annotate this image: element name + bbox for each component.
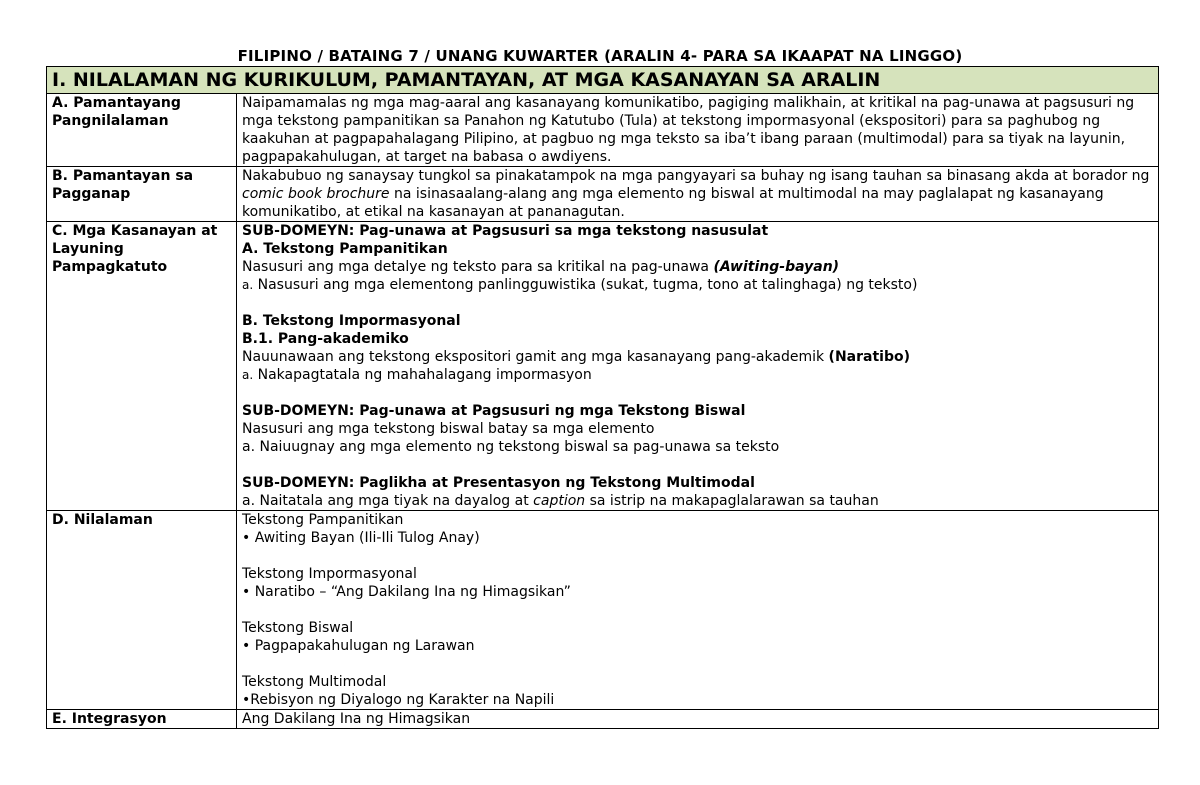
row-b-text-italic: comic book brochure bbox=[242, 186, 390, 202]
document-title: FILIPINO / BATAING 7 / UNANG KUWARTER (ARALIN 4- PARA SA IKAAPAT NA LINGGO) bbox=[237, 47, 963, 65]
row-b-text-before: Nakabubuo ng sanaysay tungkol sa pinakatampok na mga pangyayari sa buhay ng isang tauhan sa binasang akda at borador ng bbox=[242, 168, 1150, 184]
sub-domain-2-item: a. Naiuugnay ang mga elemento ng tekstong biswal sa pag-unawa sa teksto bbox=[242, 439, 780, 455]
row-content-c bbox=[237, 222, 1159, 511]
sub-domain-3-item: a. Naitatala ang mga tiyak na dayalog at caption sa istrip na makapaglalarawan sa tauhan bbox=[242, 493, 879, 509]
sub-domain-2-heading: SUB-DOMEYN: Pag-unawa at Pagsusuri ng mga Tekstong Biswal bbox=[242, 403, 746, 419]
section-header-row bbox=[47, 67, 1159, 94]
table-row-pamantayang-pangnilalaman bbox=[47, 94, 1159, 167]
table-row-nilalaman bbox=[47, 511, 1159, 710]
row-content-b bbox=[237, 167, 1159, 222]
row-content-a: Naipamamalas ng mga mag-aaral ang kasanayang komunikatibo, pagiging malikhain, at kritikal na pag-unawa at pagsusuri ng mga tekstong pampanitikan sa Panahon ng Katutubo (Tula) at tekstong impormasyonal (ekspositori) para sa paghubog ng kaakuhan at pagpapahalagang Pilipino, at pagbuo ng mga teksto sa iba’t ibang paraan (multimodal) para sa tiyak na layunin, pagpapakahulugan, at target na babasa o awdiyens. bbox=[237, 94, 1159, 167]
content-group-item: • Naratibo – “Ang Dakilang Ina ng Himagsikan” bbox=[242, 584, 571, 600]
tekstong-pampanitikan-item: a. Nasusuri ang mga elementong panlingguwistika (sukat, tugma, tono at talinghaga) ng teksto) bbox=[242, 277, 918, 293]
content-group-title: Tekstong Impormasyonal bbox=[242, 566, 417, 582]
section-header: I. NILALAMAN NG KURIKULUM, PAMANTAYAN, AT MGA KASANAYAN SA ARALIN bbox=[47, 67, 1159, 94]
content-group-item: • Awiting Bayan (Ili-Ili Tulog Anay) bbox=[242, 530, 480, 546]
row-label-a: A. Pamantayang Pangnilalaman bbox=[47, 94, 237, 167]
naratibo-tag: (Naratibo) bbox=[828, 349, 910, 365]
row-label-e: E. Integrasyon bbox=[47, 710, 237, 729]
content-group-item: • Pagpapakahulugan ng Larawan bbox=[242, 638, 475, 654]
sub-domain-1-heading: SUB-DOMEYN: Pag-unawa at Pagsusuri sa mga tekstong nasusulat bbox=[242, 223, 769, 239]
row-content-e: Ang Dakilang Ina ng Himagsikan bbox=[237, 710, 1159, 729]
pang-akademiko-item: a. Nakapagtatala ng mahahalagang impormasyon bbox=[242, 367, 592, 383]
row-label-c: C. Mga Kasanayan at Layuning Pampagkatuto bbox=[47, 222, 237, 511]
pang-akademiko-text: Nauunawaan ang tekstong ekspositori gamit ang mga kasanayang pang-akademik (Naratibo) bbox=[242, 349, 910, 365]
row-content-d bbox=[237, 511, 1159, 710]
sub-domain-2-text: Nasusuri ang mga tekstong biswal batay sa mga elemento bbox=[242, 421, 655, 437]
row-label-b: B. Pamantayan sa Pagganap bbox=[47, 167, 237, 222]
table-row-integrasyon bbox=[47, 710, 1159, 729]
row-b-text-after: na isinasaalang-alang ang mga elemento ng biswal at multimodal na may paglalapat ng kasanayang komunikatibo, at etikal na kasanayan at pananagutan. bbox=[242, 186, 1104, 220]
tekstong-pampanitikan-heading: A. Tekstong Pampanitikan bbox=[242, 241, 448, 257]
tekstong-pampanitikan-text: Nasusuri ang mga detalye ng teksto para sa kritikal na pag-unawa (Awiting-bayan) bbox=[242, 259, 840, 275]
row-label-d: D. Nilalaman bbox=[47, 511, 237, 710]
content-group-title: Tekstong Biswal bbox=[242, 620, 354, 636]
content-group-item: •Rebisyon ng Diyalogo ng Karakter na Napili bbox=[242, 692, 555, 708]
pang-akademiko-heading: B.1. Pang-akademiko bbox=[242, 331, 409, 347]
tekstong-impormasyonal-heading: B. Tekstong Impormasyonal bbox=[242, 313, 461, 329]
curriculum-table bbox=[46, 66, 1159, 729]
content-group-title: Tekstong Pampanitikan bbox=[242, 512, 404, 528]
sub-domain-3-heading: SUB-DOMEYN: Paglikha at Presentasyon ng Tekstong Multimodal bbox=[242, 475, 755, 491]
awiting-bayan-tag: (Awiting-bayan) bbox=[713, 259, 840, 275]
table-row-pamantayan-sa-pagganap bbox=[47, 167, 1159, 222]
content-group-title: Tekstong Multimodal bbox=[242, 674, 387, 690]
table-row-mga-kasanayan bbox=[47, 222, 1159, 511]
